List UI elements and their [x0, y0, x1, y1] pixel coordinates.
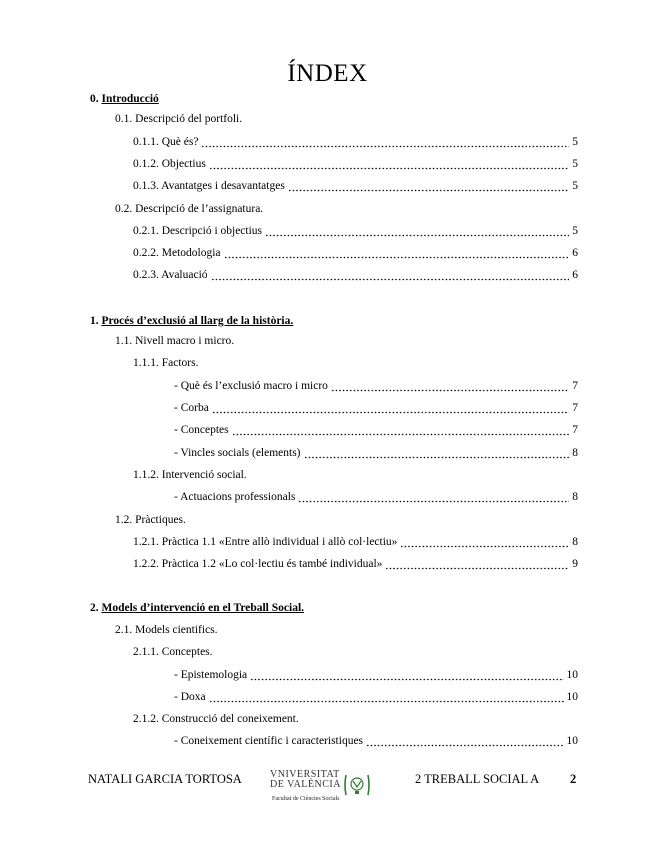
dot-leader	[288, 179, 569, 193]
toc-entry[interactable]: - Epistemologia 10	[174, 669, 578, 681]
university-emblem-icon	[342, 772, 372, 798]
logo-text: VNIVERSITAT DE VALÈNCIA	[270, 769, 341, 790]
toc-entry[interactable]: 0.1.3. Avantatges i desavantatges 5	[133, 180, 578, 192]
page-title: ÍNDEX	[287, 60, 368, 87]
heading-label: Procés d’exclusió al llarg de la història.	[101, 315, 294, 327]
dot-leader	[201, 135, 569, 149]
toc-heading-introduccio[interactable]	[90, 92, 159, 106]
logo-subtitle: Facultat de Ciències Socials	[272, 796, 340, 802]
toc-entry[interactable]: 0.2.1. Descripció i objectius 5	[133, 225, 578, 237]
page-ref: 5	[572, 225, 578, 237]
toc-entry[interactable]: - Coneixement científic i caracteristiques 10	[174, 735, 578, 747]
heading-number: 0.	[90, 93, 99, 105]
toc-entry[interactable]: - Conceptes 7	[174, 424, 578, 436]
toc-entry[interactable]: - Què és l’exclusió macro i micro 7	[174, 380, 578, 392]
dot-leader	[232, 423, 569, 437]
toc-entry[interactable]: 1.2.1. Pràctica 1.1 «Entre allò individual i allò col·lectiu» 8	[133, 536, 578, 548]
toc-entry[interactable]: 0.1.2. Objectius 5	[133, 158, 578, 170]
toc-entry[interactable]: 2.1.1. Conceptes.	[133, 646, 213, 658]
toc-heading-exclusio[interactable]	[90, 314, 293, 328]
dot-leader	[211, 268, 569, 282]
dot-leader	[385, 557, 569, 571]
page-ref: 10	[566, 735, 578, 747]
dot-leader	[298, 490, 569, 504]
page-ref: 5	[572, 136, 578, 148]
dot-leader	[212, 401, 569, 415]
toc-entry[interactable]: 0.1.1. Què és? 5	[133, 136, 578, 148]
page-ref: 9	[572, 558, 578, 570]
heading-label: Introducció	[101, 93, 159, 105]
toc-entry[interactable]: - Corba 7	[174, 402, 578, 414]
dot-leader	[304, 446, 569, 460]
toc-entry[interactable]: - Doxa 10	[174, 691, 578, 703]
heading-number: 2.	[90, 602, 99, 614]
university-logo	[270, 770, 380, 808]
footer-course: 2 TREBALL SOCIAL A	[415, 772, 540, 786]
page-ref: 6	[572, 247, 578, 259]
page-number: 2	[570, 772, 577, 786]
toc-entry[interactable]: 1.1.2. Intervenció social.	[133, 469, 247, 481]
page-ref: 8	[572, 536, 578, 548]
page-ref: 7	[572, 424, 578, 436]
page-ref: 8	[572, 447, 578, 459]
page-ref: 10	[566, 669, 578, 681]
toc-entry[interactable]: - Vincles socials (elements) 8	[174, 447, 578, 459]
toc-entry[interactable]: - Actuacions professionals 8	[174, 491, 578, 503]
toc-entry[interactable]: 0.2. Descripció de l’assignatura.	[115, 203, 264, 215]
page-ref: 5	[572, 158, 578, 170]
page-footer	[0, 769, 655, 812]
dot-leader	[331, 379, 569, 393]
page-ref: 5	[572, 180, 578, 192]
heading-label: Models d’intervenció en el Treball Social.	[101, 602, 305, 614]
page-ref: 7	[572, 380, 578, 392]
page-ref: 6	[572, 269, 578, 281]
toc-entry[interactable]: 0.2.3. Avaluació 6	[133, 269, 578, 281]
toc-entry[interactable]: 1.2.2. Pràctica 1.2 «Lo col·lectiu és també individual» 9	[133, 558, 578, 570]
dot-leader	[250, 668, 563, 682]
page-ref: 8	[572, 491, 578, 503]
dot-leader	[209, 157, 569, 171]
page-ref: 7	[572, 402, 578, 414]
toc-entry[interactable]: 1.1. Nivell macro i micro.	[115, 335, 235, 347]
toc-entry[interactable]: 2.1. Models cientifics.	[115, 624, 218, 636]
toc-entry[interactable]: 0.2.2. Metodologia 6	[133, 247, 578, 259]
footer-author: NATALI GARCIA TORTOSA	[88, 772, 242, 786]
dot-leader	[400, 535, 569, 549]
toc-entry[interactable]: 2.1.2. Construcció del coneixement.	[133, 713, 299, 725]
toc-heading-models[interactable]	[90, 601, 304, 615]
dot-leader	[209, 690, 564, 704]
dot-leader	[224, 246, 569, 260]
dot-leader	[265, 224, 569, 238]
heading-number: 1.	[90, 315, 99, 327]
page-ref: 10	[566, 691, 578, 703]
toc-entry[interactable]: 1.1.1. Factors.	[133, 357, 199, 369]
dot-leader	[366, 734, 563, 748]
toc-entry[interactable]: 1.2. Pràctiques.	[115, 514, 186, 526]
toc-entry[interactable]: 0.1. Descripció del portfoli.	[115, 113, 243, 125]
